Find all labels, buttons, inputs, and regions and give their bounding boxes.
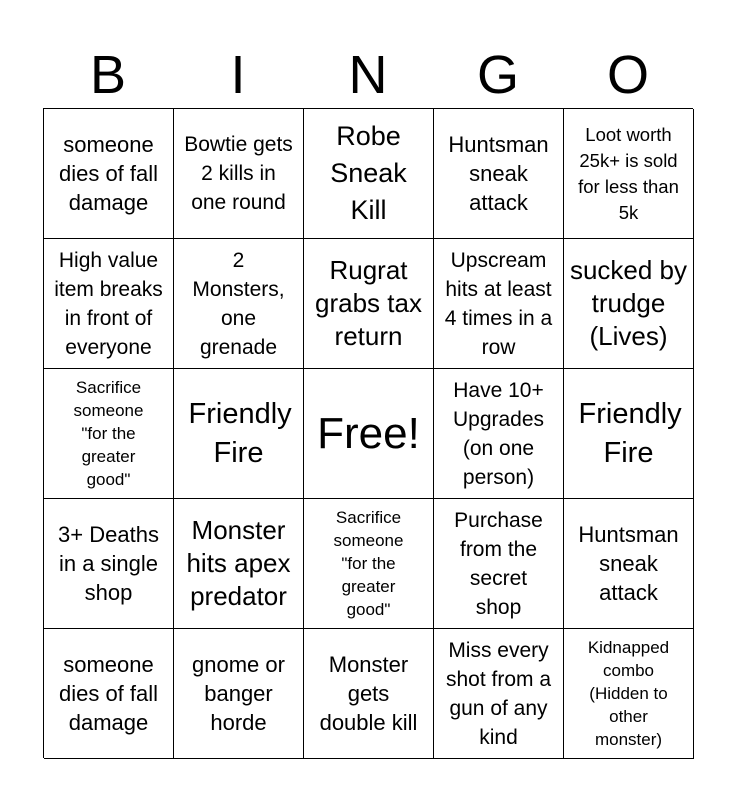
- bingo-cell[interactable]: Huntsman sneak attack: [434, 109, 564, 239]
- free-space[interactable]: Free!: [304, 369, 434, 499]
- bingo-cell[interactable]: someone dies of fall damage: [44, 109, 174, 239]
- bingo-cell[interactable]: Monster gets double kill: [304, 629, 434, 759]
- bingo-cell[interactable]: High value item breaks in front of everyone: [44, 239, 174, 369]
- bingo-cell[interactable]: Have 10+ Upgrades (on one person): [434, 369, 564, 499]
- bingo-header: [43, 42, 693, 108]
- bingo-cell[interactable]: sucked by trudge (Lives): [564, 239, 694, 369]
- bingo-cell[interactable]: Friendly Fire: [564, 369, 694, 499]
- header-letter-o: O: [606, 45, 649, 105]
- bingo-cell[interactable]: Kidnapped combo (Hidden to other monster): [564, 629, 694, 759]
- bingo-cell[interactable]: Robe Sneak Kill: [304, 109, 434, 239]
- header-letter-b: B: [89, 45, 127, 105]
- header-letter-n: N: [348, 45, 388, 105]
- bingo-cell[interactable]: someone dies of fall damage: [44, 629, 174, 759]
- bingo-cell[interactable]: Bowtie gets 2 kills in one round: [174, 109, 304, 239]
- bingo-cell[interactable]: Purchase from the secret shop: [434, 499, 564, 629]
- header-letter-i: I: [230, 45, 246, 105]
- bingo-cell[interactable]: Rugrat grabs tax return: [304, 239, 434, 369]
- bingo-cell[interactable]: Sacrifice someone "for the greater good": [44, 369, 174, 499]
- header-letter-g: G: [476, 45, 519, 105]
- bingo-cell[interactable]: gnome or banger horde: [174, 629, 304, 759]
- bingo-cell[interactable]: Monster hits apex predator: [174, 499, 304, 629]
- bingo-cell[interactable]: 2 Monsters, one grenade: [174, 239, 304, 369]
- bingo-cell[interactable]: Huntsman sneak attack: [564, 499, 694, 629]
- bingo-cell[interactable]: Sacrifice someone "for the greater good": [304, 499, 434, 629]
- bingo-cell[interactable]: Miss every shot from a gun of any kind: [434, 629, 564, 759]
- bingo-cell[interactable]: Loot worth 25k+ is sold for less than 5k: [564, 109, 694, 239]
- bingo-cell[interactable]: Friendly Fire: [174, 369, 304, 499]
- bingo-cell[interactable]: Upscream hits at least 4 times in a row: [434, 239, 564, 369]
- bingo-cell[interactable]: 3+ Deaths in a single shop: [44, 499, 174, 629]
- bingo-card-grid: [43, 108, 693, 758]
